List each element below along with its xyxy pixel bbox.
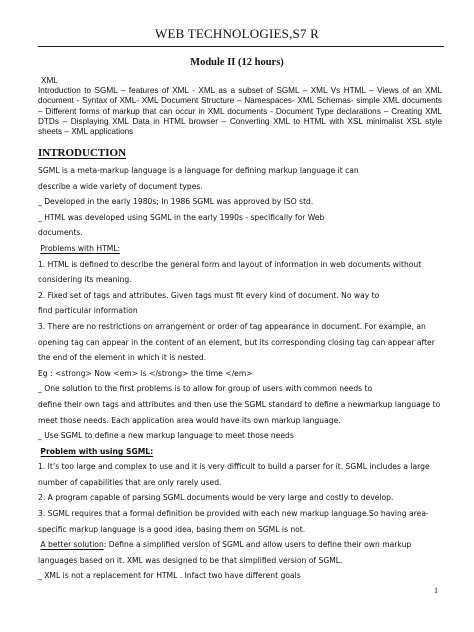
text-line: meet those needs. Each application area would have its own markup language. [38, 415, 341, 425]
header-rule [38, 46, 444, 47]
text-line: 3. There are no restrictions on arrangement or order of tag appearance in document. For example, an [38, 321, 426, 331]
text-line: 1. HTML is defined to describe the general form and layout of information in web documents without [38, 259, 422, 269]
text-line: _ XML is not a replacement for HTML . Infact two have different goals [38, 571, 301, 581]
text-line: describe a wide variety of document types. [38, 181, 203, 191]
page-number: 1 [434, 586, 438, 595]
text-line: specific markup language is a good idea, basing them on SGML is not. [38, 524, 306, 534]
text-line: _ One solution to the first problems is to allow for group of users with common needs to [38, 384, 373, 394]
module-title: Module II (12 hours) [190, 57, 284, 68]
text-line: find particular information [38, 306, 138, 316]
better-solution-label: A better solution [40, 540, 104, 550]
text-line: opening tag can appear in the content of an element, but its corresponding closing tag can appear after [38, 337, 435, 347]
subheading-line [38, 241, 444, 257]
subheading-problem-with-sgml: Problem with using SGML: [40, 446, 154, 456]
body-text [38, 163, 444, 584]
text-line: languages based on it. XML was designed to be that simplified version of SGML. [38, 555, 343, 565]
text-line: 3. SGML requires that a formal definition be provided with each new markup language.So having area- [38, 509, 429, 519]
text-line: documents. [38, 228, 83, 238]
text-line: _ Use SGML to define a new markup language to meet those needs [38, 431, 294, 441]
text-line: 1. It’s too large and complex to use and it is very difficult to build a parser for it. SGML includes a large [38, 462, 430, 472]
subheading-problems-with-html: Problems with HTML: [40, 243, 121, 253]
text-line: 2. A program capable of parsing SGML documents would be very large and costly to develop. [38, 493, 394, 503]
text-line: Eg : <strong> Now <em> is </strong> the time </em> [38, 368, 253, 378]
text-line: _ Developed in the early 1980s; In 1986 SGML was approved by ISO std. [38, 197, 314, 207]
text-line: define their own tags and attributes and then use the SGML standard to define a newmarkup language to [38, 399, 441, 409]
text-line: SGML is a meta-markup language is a language for defining markup language it can [38, 166, 359, 175]
text-line: _ HTML was developed using SGML in the early 1990s - specifically for Web [38, 212, 325, 222]
text-line: the end of the element in which it is nested. [38, 353, 207, 363]
page-header: WEB TECHNOLOGIES,S7 R [155, 26, 319, 41]
syllabus-paragraph: Introduction to SGML – features of XML - XML as a subset of SGML – XML Vs HTML – Views of an XML document - Syntax of XML- XML Document Structure – Namespaces- XML Schemas- simple XML documents – Different forms of markup that can occur in XML documents - Document Type declarations – Creating XML DTDs – Displaying XML Data in HTML browser – Converting XML to HTML with XSL minimalist XSL style sheets – XML applications [38, 86, 442, 137]
text-line: 2. Fixed set of tags and attributes. Given tags must fit every kind of document. No way to [38, 290, 380, 300]
text-line [38, 537, 444, 553]
better-solution-text: : Define a simplified version of SGML and allow users to define their own markup [103, 540, 412, 550]
syllabus-topic-label: XML [41, 76, 58, 85]
subheading-line [38, 444, 444, 460]
section-heading: INTRODUCTION [38, 147, 127, 159]
text-line: considering its meaning. [38, 275, 132, 285]
text-line: number of capabilities that are only rarely used. [38, 477, 222, 487]
